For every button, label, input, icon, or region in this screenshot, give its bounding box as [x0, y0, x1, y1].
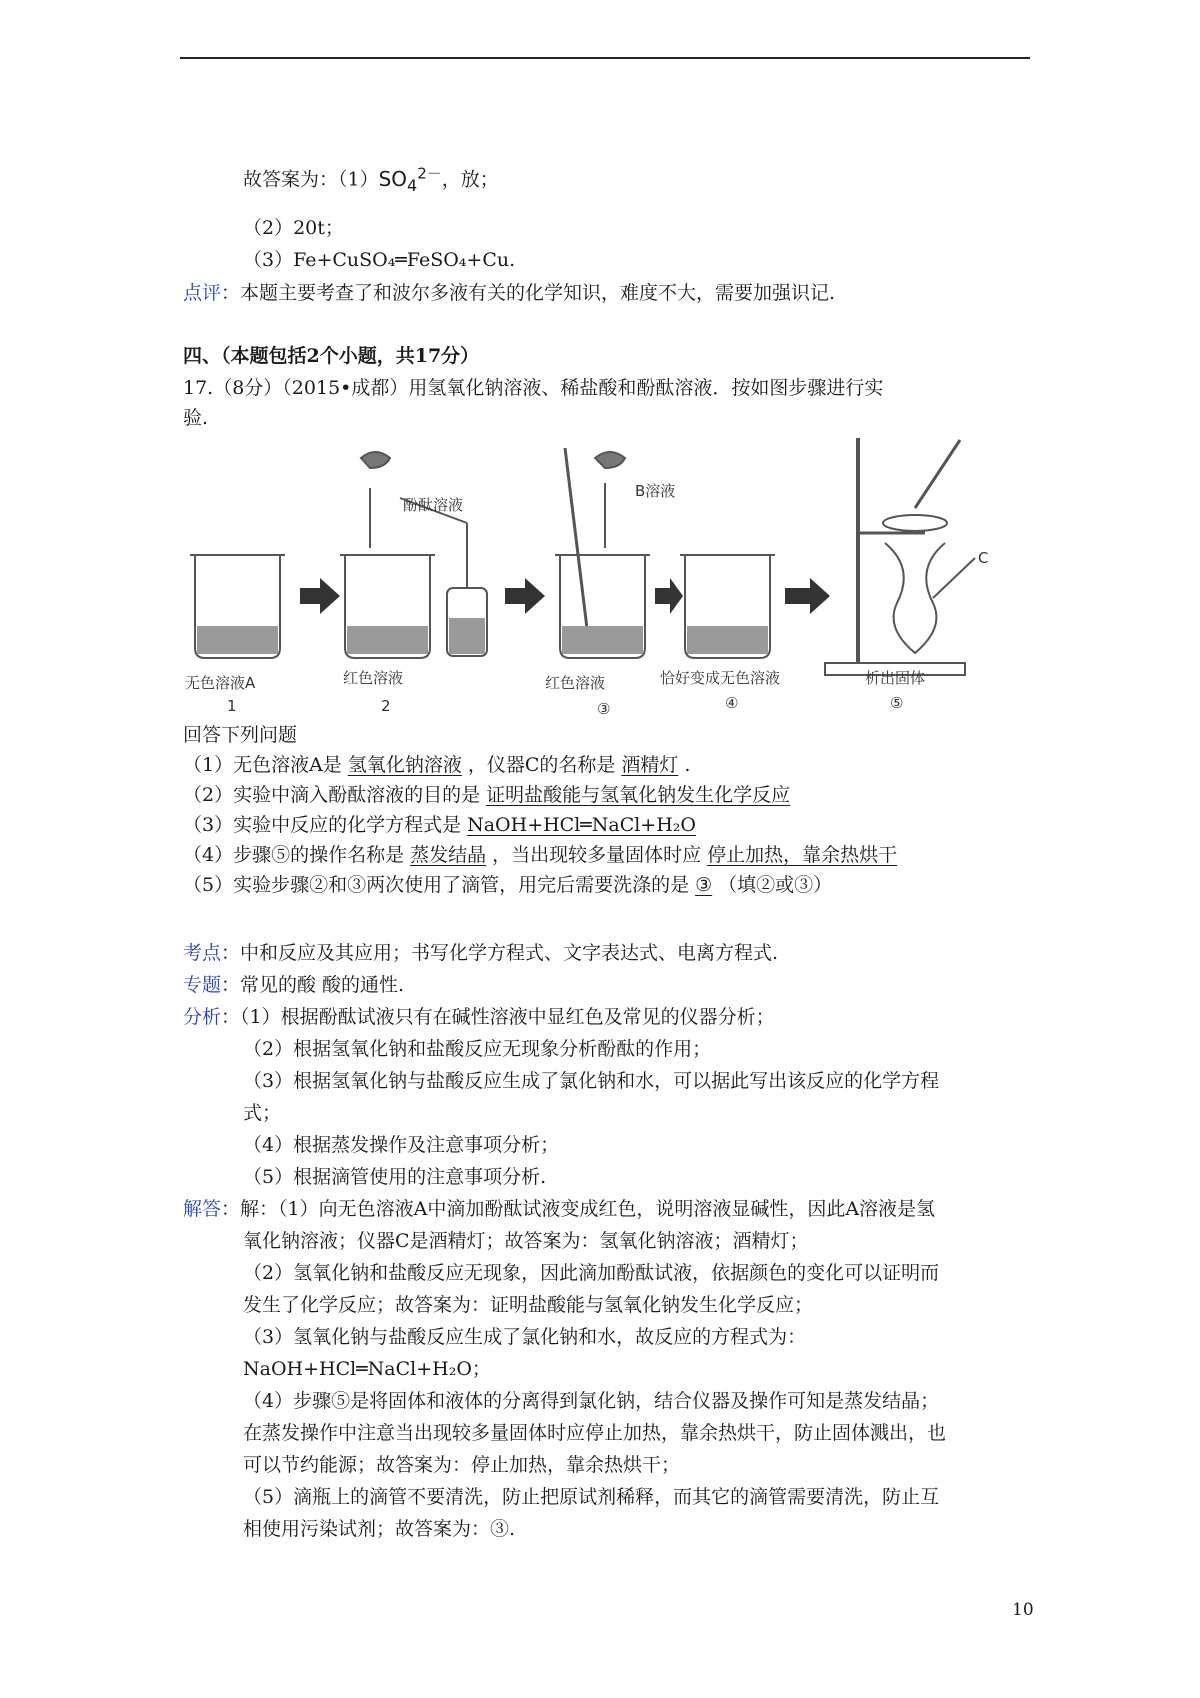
arrow-4: [785, 578, 830, 614]
dropper-2-bulb: [361, 452, 390, 468]
step3-label: 红色溶液: [545, 674, 606, 692]
section-title: 四、（本题包括2个小题，共17分）: [183, 345, 480, 367]
step5-num: ⑤: [890, 694, 904, 712]
q2-line: （2）实验中滴入酚酞溶液的目的是 证明盐酸能与氢氧化钠发生化学反应: [183, 782, 796, 808]
label-phenolphthalein: 酚酞溶液: [403, 496, 464, 514]
q4-answer-1: 蒸发结晶: [410, 844, 487, 866]
step2-label: 红色溶液: [343, 669, 404, 687]
q4-answer-2: 停止加热，靠余热烘干: [707, 844, 898, 866]
step4-label: 恰好变成无色溶液: [660, 669, 781, 687]
jieda-line3: （2）氢氧化钠和盐酸反应无现象，因此滴加酚酞试液，依据颜色的变化可以证明而: [243, 1262, 940, 1284]
q1-answer-2: 酒精灯: [621, 754, 679, 776]
prev-answer-line1: [243, 160, 499, 199]
jieda-line1: 解答：解：（1）向无色溶液A中滴加酚酞试液变成红色，说明溶液显碱性，因此A溶液是氢: [183, 1198, 936, 1220]
q5-answer: ③: [695, 874, 713, 896]
jieda-line9: 可以节约能源；故答案为：停止加热，靠余热烘干；: [243, 1454, 681, 1476]
fenxi-label: 分析: [183, 1006, 222, 1028]
fenxi-line4: 式；: [243, 1102, 282, 1124]
step5-label: 析出固体: [865, 669, 926, 687]
step2-num: 2: [381, 697, 391, 715]
jieda-line5: （3）氢氧化钠与盐酸反应生成了氯化钠和水，故反应的方程式为：: [243, 1326, 807, 1348]
step1-label: 无色溶液A: [185, 674, 256, 692]
fenxi-line1: 分析：（1）根据酚酞试液只有在碱性溶液中显红色及常见的仪器分析；: [183, 1006, 775, 1028]
arrow-3: [655, 578, 683, 614]
liquid-1: [197, 626, 278, 654]
sulfate-formula: $SO_4^{2-}$: [378, 164, 442, 195]
dianping-text: ：本题主要考查了和波尔多液有关的化学知识，难度不大，需要加强识记.: [221, 282, 836, 304]
jieda-line6: NaOH+HCl═NaCl+H₂O；: [243, 1358, 491, 1380]
q17-stem-line2: 验.: [183, 407, 209, 429]
zhuanti-label: 专题: [183, 974, 222, 996]
zhuanti-line: 专题：常见的酸 酸的通性.: [183, 974, 405, 996]
fenxi-line5: （4）根据蒸发操作及注意事项分析；: [243, 1134, 560, 1156]
prev-answer-line3: （3）Fe+CuSO₄═FeSO₄+Cu.: [243, 249, 516, 271]
q3-answer: NaOH+HCl═NaCl+H₂O: [467, 814, 696, 836]
header-rule: [180, 57, 1030, 59]
answer-suffix: ，放；: [441, 168, 499, 191]
fenxi-line6: （5）根据滴管使用的注意事项分析.: [243, 1166, 547, 1188]
label-c: C: [978, 549, 989, 567]
answer-prefix: 故答案为：（1）: [243, 168, 379, 191]
bottle-liquid: [449, 618, 485, 654]
fenxi-line2: （2）根据氢氧化钠和盐酸反应无现象分析酚酞的作用；: [243, 1038, 712, 1060]
dianping-label: 点评: [183, 282, 222, 304]
q1-line: （1）无色溶液A是 氢氧化钠溶液 ，仪器C的名称是 酒精灯 .: [183, 754, 691, 776]
kaodian-label: 考点: [183, 942, 222, 964]
dianping-line: [183, 280, 835, 306]
prev-answer-line2: （2）20t；: [243, 217, 344, 239]
fenxi-line3: （3）根据氢氧化钠与盐酸反应生成了氯化钠和水，可以据此写出该反应的化学方程: [243, 1070, 940, 1092]
jieda-line4: 发生了化学反应；故答案为：证明盐酸能与氢氧化钠发生化学反应；: [243, 1294, 814, 1316]
liquid-2: [347, 626, 428, 654]
jieda-line11: 相使用污染试剂；故答案为：③.: [243, 1518, 516, 1540]
q17-stem-line1: 17.（8分）（2015•成都）用氢氧化钠溶液、稀盐酸和酚酞溶液．按如图步骤进行实: [183, 377, 884, 399]
step4-num: ④: [725, 694, 739, 712]
glass-rod: [565, 448, 590, 653]
alcohol-lamp: [885, 543, 945, 653]
questions-intro: 回答下列问题: [183, 724, 298, 746]
page-number: 10: [1012, 1600, 1034, 1620]
jieda-line7: （4）步骤⑤是将固体和液体的分离得到氯化钠，结合仪器及操作可知是蒸发结晶；: [243, 1390, 940, 1412]
label-b-solution: B溶液: [635, 482, 676, 500]
step1-num: 1: [227, 697, 237, 715]
experiment-figure: [185, 438, 1065, 718]
jieda-line8: 在蒸发操作中注意当出现较多量固体时应停止加热，靠余热烘干，防止固体溅出，也: [243, 1422, 947, 1444]
arrow-2: [505, 578, 545, 614]
liquid-3: [562, 626, 643, 654]
jieda-line2: 氧化钠溶液；仪器C是酒精灯；故答案为：氢氧化钠溶液；酒精灯；: [243, 1230, 809, 1252]
q5-line: （5）实验步骤②和③两次使用了滴管，用完后需要洗涤的是 ③ （填②或③）: [183, 874, 833, 896]
experiment-diagram: [185, 438, 1065, 718]
q3-line: （3）实验中反应的化学方程式是 NaOH+HCl═NaCl+H₂O: [183, 812, 702, 838]
step3-num: ③: [597, 700, 611, 718]
q2-answer: 证明盐酸能与氢氧化钠发生化学反应: [486, 784, 791, 806]
evaporating-dish: [883, 515, 947, 531]
jieda-label: 解答: [183, 1198, 222, 1220]
jieda-line10: （5）滴瓶上的滴管不要清洗，防止把原试剂稀释，而其它的滴管需要清洗，防止互: [243, 1486, 940, 1508]
q1-answer-1: 氢氧化钠溶液: [347, 754, 462, 776]
liquid-4: [687, 626, 768, 654]
kaodian-line: 考点：中和反应及其应用；书写化学方程式、文字表达式、电离方程式.: [183, 942, 779, 964]
arrow-1: [300, 578, 340, 614]
q4-line: （4）步骤⑤的操作名称是 蒸发结晶 ，当出现较多量固体时应 停止加热，靠余热烘干: [183, 842, 903, 868]
